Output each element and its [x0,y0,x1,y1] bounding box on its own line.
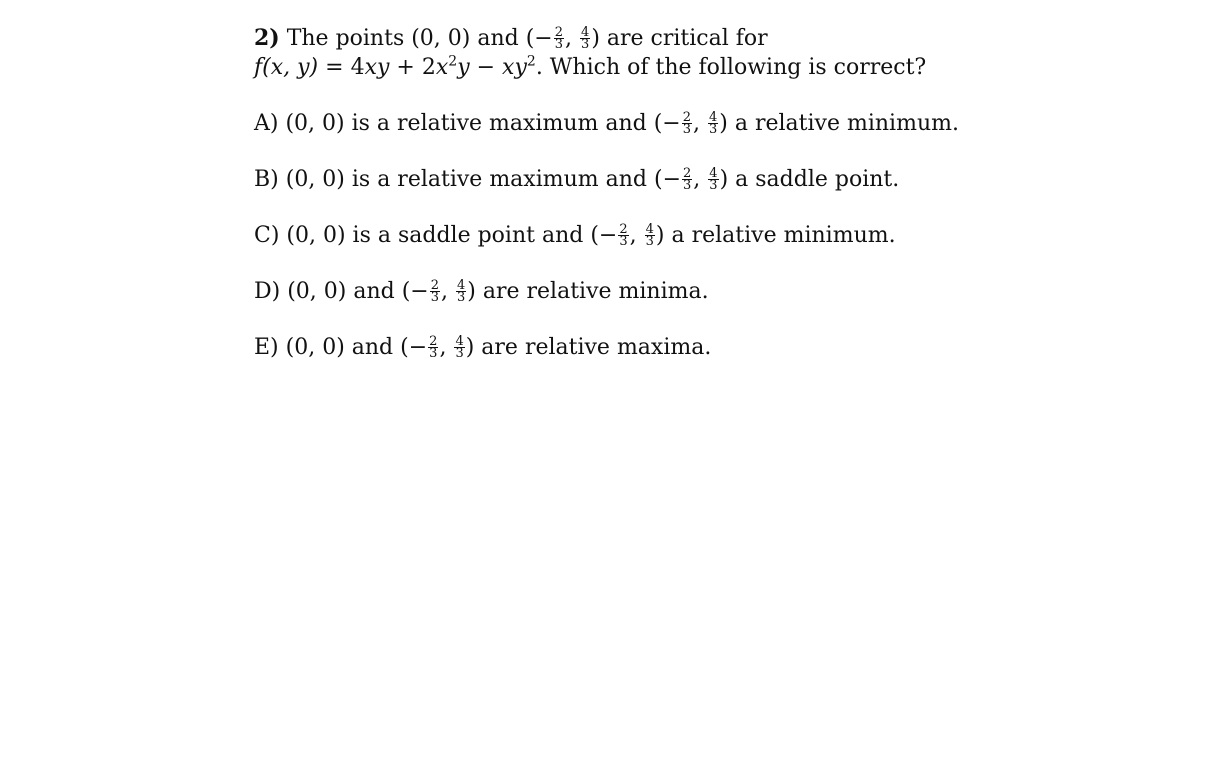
question-block [254,24,1154,389]
fraction-two-thirds: $\frac{2}{3}$ [430,277,440,305]
fraction-four-thirds: $\frac{4}{3}$ [581,24,590,52]
question-line-2: f(x, $y) = 4xy + 2x^2y - xy^2$. Which of the following is correct? [254,53,927,80]
fraction-two-thirds: $\frac{2}{3}$ [682,109,692,137]
fraction-four-thirds: $\frac{4}{3}$ [457,277,466,305]
answer-options [254,109,1154,362]
question-line-1: 2) The points (0, 0) and (− $\frac{2}{3}$ , $\frac{4}{3}$ ) are critical for [254,24,768,52]
fraction-two-thirds: $\frac{2}{3}$ [683,165,692,193]
option-a[interactable]: A) (0, 0) is a relative maximum and (− $\frac{2}{3}$ , $\frac{4}{3}$ ) a relative minimum. [254,109,959,137]
question-prompt: . Which of the following is correct? [535,55,927,80]
option-d[interactable]: D) (0, 0) and (− $\frac{2}{3}$ , $\frac{4}{3}$ ) are relative minima. [254,277,709,305]
fraction-two-thirds: $\frac{2}{3}$ [619,221,628,249]
fraction-four-thirds: $\frac{4}{3}$ [645,221,654,249]
question-text-a: The points (0, 0) and (− [279,26,553,51]
fraction-four-thirds: $\frac{4}{3}$ [709,109,718,137]
question-text-b: ) are critical for [591,26,768,51]
fraction-four-thirds: $\frac{4}{3}$ [709,165,718,193]
question-number: 2) [254,25,280,51]
option-b[interactable]: B) (0, 0) is a relative maximum and (− $\frac{2}{3}$ , $\frac{4}{3}$ ) a saddle point. [254,165,900,193]
option-c[interactable]: C) (0, 0) is a saddle point and (− $\frac{2}{3}$ , $\frac{4}{3}$ ) a relative minimum. [254,221,896,249]
fraction-two-thirds: $\frac{2}{3}$ [554,24,564,52]
fraction-two-thirds: $\frac{2}{3}$ [429,333,438,361]
option-e[interactable]: E) (0, 0) and (− $\frac{2}{3}$ , $\frac{4}{3}$ ) are relative maxima. [254,333,712,361]
fraction-four-thirds: $\frac{4}{3}$ [455,333,464,361]
